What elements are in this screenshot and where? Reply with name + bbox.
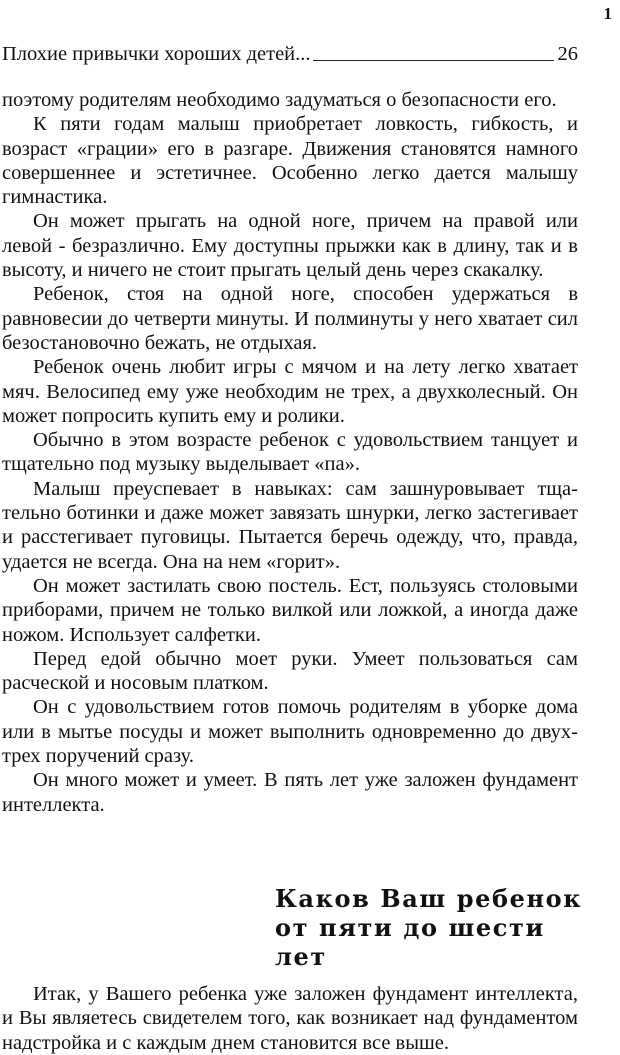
- paragraph: Он может застилать свою постель. Ест, пользуясь столовыми приборами, причем не только вилкой или ложкой, а иногда даже ножом. Использует салфетки.: [2, 574, 578, 646]
- paragraph: Обычно в этом возрасте ребенок с удовольствием танцует и тщательно под музыку выделывает «па».: [2, 429, 578, 476]
- paragraph: поэтому родителям необходимо задуматься о безопасности его.: [2, 89, 557, 111]
- paragraph: Он много может и умеет. В пять лет уже заложен фундамент интеллекта.: [2, 769, 578, 816]
- section-heading: Каков Ваш ребенок от пяти до шести лет: [275, 884, 583, 971]
- paragraph: Он может прыгать на одной ноге, причем на правой или левой - безразлично. Ему доступны прыжки как в длину, так и в высоту, и ничего не стоит прыгать целый день через скакалку.: [2, 210, 578, 282]
- paragraph: Ребенок, стоя на одной ноге, способен удержаться в равновесии до четверти минуты. И полминуты у него хватает сил безостановочно бежать, не отдыхая.: [2, 283, 578, 354]
- section-intro: [2, 982, 578, 1055]
- paragraph: Малыш преуспевает в навыках: сам зашнуровывает тщательно ботинки и даже может завязать шнурки, легко застегивает и расстегивает пуговицы. Пытается беречь одежду, что, правда, удается не всегда. Она на нем «горит».: [2, 477, 578, 573]
- corner-page-number: 1: [603, 4, 612, 23]
- paragraph: Перед едой обычно моет руки. Умеет пользоваться сам расческой и носовым платком.: [2, 647, 578, 695]
- paragraph: Он с удовольствием готов помочь родителям в уборке дома или в мытье посуды и может выполнить одновременно до двух-трех поручений сразу.: [2, 696, 578, 768]
- header-page-number: 26: [557, 43, 578, 65]
- running-header: [2, 36, 578, 66]
- header-title: Плохие привычки хороших детей...: [2, 43, 311, 65]
- paragraph: Итак, у Вашего ребенка уже заложен фундамент интеллекта, и Вы являетесь свидетелем того, как возникает над фундаментом надстройка и с каждым днем становится все выше.: [2, 983, 578, 1054]
- header-rule: [313, 60, 554, 61]
- paragraph: Ребенок очень любит игры с мячом и на лету легко хватает мяч. Велосипед ему уже необходим не трех, а двухколесный. Он может попросить купить ему и ролики.: [2, 356, 578, 427]
- paragraph: К пяти годам малыш приобретает ловкость, гибкость, и возраст «грации» его в разгаре. Движения становятся намного совершеннее и эстетичнее. Особенно легко дается малышу гимнастика.: [2, 113, 578, 209]
- body-text: [2, 88, 578, 817]
